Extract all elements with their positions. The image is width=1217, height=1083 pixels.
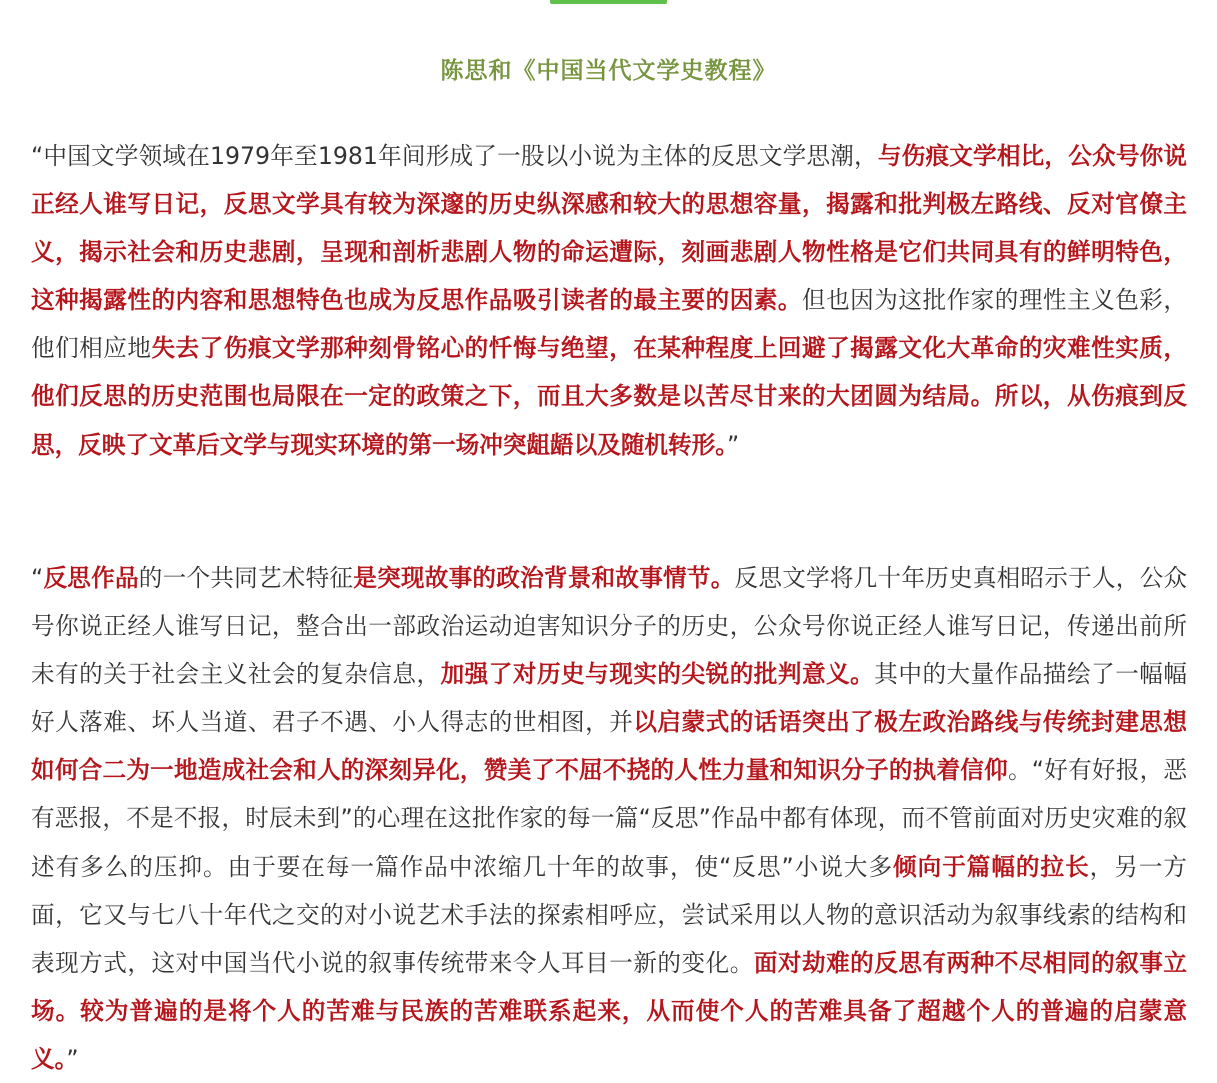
paragraph-1-segment-1: “中国文学领域在1979年至1981年间形成了一股以小说为主体的反思文学思潮，: [31, 142, 878, 170]
paragraph-2-segment-2: 反思作品: [43, 564, 139, 592]
paragraph-2-segment-10: 倾向于篇幅的拉长: [893, 852, 1090, 881]
paragraph-1: [31, 132, 1187, 469]
paragraph-1-segment-2: 与伤痕文学相比，公众号你说正经人谁写日记，反思文学具有较为深邃的历史纵深感和较大的思想容量，揭露和批判极左路线、反对官僚主义，揭示社会和历史悲剧，呈现和剖析悲剧人物的命运遭际，刻画悲剧人物性格是它们共同具有的鲜明特色，这种揭露性的内容和思想特色也成为反思作品吸引读者的最主要的因素。: [31, 142, 1188, 315]
paragraph-2-segment-8: 以启蒙式的话语突出了极左政治路线与传统封建思想如何合二为一地造成社会和人的深刻异化，赞美了不屈不挠的人性力量和知识分子的执着信仰: [31, 708, 1187, 785]
paragraph-2-segment-11: ，另一方面，它又与七八十年代之交的对小说艺术手法的探索相呼应，尝试采用以人物的意识活动为叙事线索的结构和表现方式，这对中国当代小说的叙事传统带来令人耳目一新的变化。: [31, 852, 1187, 977]
paragraph-2-segment-9: 。“好有好报，恶有恶报，不是不报，时辰未到”的心理在这批作家的每一篇“反思”作品中都有体现，而不管前面对历史灾难的叙述有多么的压抑。由于要在每一篇作品中浓缩几十年的故事，使“反思”小说大多: [31, 756, 1187, 881]
paragraph-2-segment-13: ”: [66, 1044, 79, 1073]
paragraph-1-segment-3: 但也因为这批作家的理性主义色彩，他们相应地: [31, 286, 1187, 363]
paragraph-2-segment-7: 其中的大量作品描绘了一幅幅好人落难、坏人当道、君子不遇、小人得志的世相图，并: [31, 660, 1187, 737]
paragraph-2-segment-12: 面对劫难的反思有两种不尽相同的叙事立场。较为普遍的是将个人的苦难与民族的苦难联系起来，从而使个人的苦难具备了超越个人的普遍的启蒙意义。: [31, 948, 1187, 1073]
paragraph-2-segment-1: “: [31, 564, 44, 592]
paragraph-2-segment-6: 加强了对历史与现实的尖锐的批判意义。: [440, 660, 875, 689]
paragraph-2-segment-5: 反思文学将几十年历史真相昭示于人，公众号你说正经人谁写日记，整合出一部政治运动迫害知识分子的历史，公众号你说正经人谁写日记，传递出前所未有的关于社会主义社会的复杂信息，: [31, 564, 1188, 689]
paragraph-2-segment-3: 的一个共同艺术特征: [138, 564, 354, 592]
paragraph-2-segment-4: 是突现故事的政治背景和故事情节。: [353, 564, 735, 592]
paragraph-1-segment-5: ”: [727, 430, 740, 459]
paragraph-1-segment-4: 失去了伤痕文学那种刻骨铭心的忏悔与绝望，在某种程度上回避了揭露文化大革命的灾难性实质，他们反思的历史范围也局限在一定的政策之下，而且大多数是以苦尽甘来的大团圆为结局。所以，从伤痕到反思，反映了文革后文学与现实环境的第一场冲突龃龉以及随机转形。: [31, 334, 1187, 459]
top-accent-bar: [550, 0, 667, 4]
article-title: 陈思和《中国当代文学史教程》: [440, 58, 777, 84]
paragraph-2: [31, 554, 1187, 1083]
